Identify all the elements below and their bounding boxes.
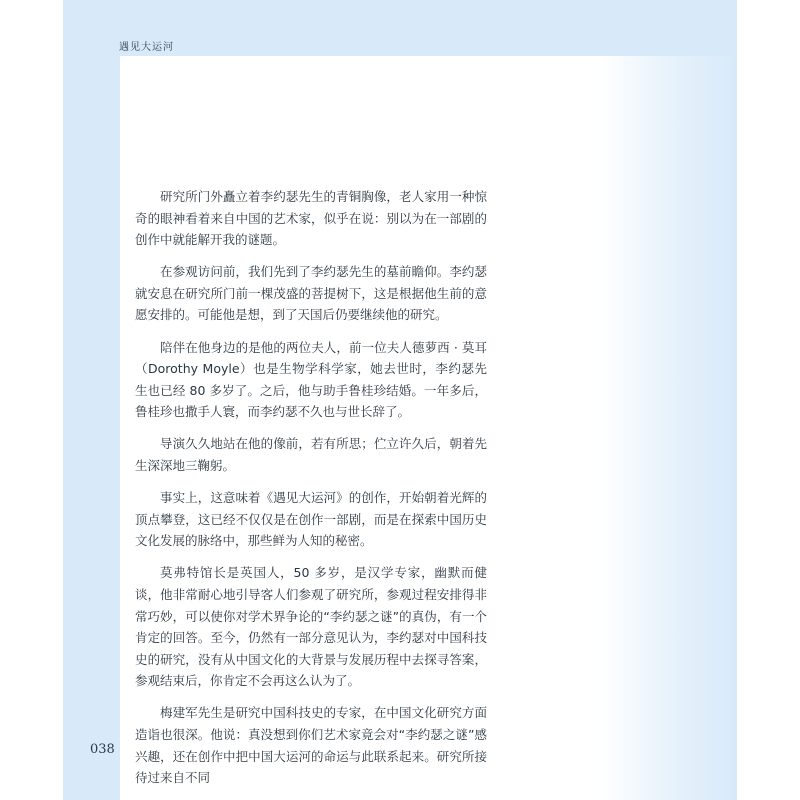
page-number: 038	[90, 742, 115, 757]
running-header-title: 遇见大运河	[119, 42, 174, 53]
paragraph: 梅建军先生是研究中国科技史的专家，在中国文化研究方面造诣也很深。他说：真没想到你们艺术家竟会对“李约瑟之谜”感兴趣，还在创作中把中国大运河的命运与此联系起来。研究所接待过来自不同	[135, 705, 487, 786]
page-frame-right-gradient	[600, 56, 737, 800]
paragraph: 莫弗特馆长是英国人，50 多岁，是汉学专家，幽默而健谈，他非常耐心地引导客人们参观了研究所，参观过程安排得非常巧妙，可以使你对学术界争论的“李约瑟之谜”的真伪，有一个肯定的回答。至今，仍然有一部分意见认为，李约瑟对中国科技史的研究，没有从中国文化的大背景与发展历程中去探寻答案，参观结束后，你肯定不会再这么认为了。	[135, 565, 487, 689]
paragraph: 研究所门外矗立着李约瑟先生的青铜胸像，老人家用一种惊奇的眼神看着来自中国的艺术家，似乎在说：别以为在一部剧的创作中就能解开我的谜题。	[135, 189, 487, 248]
page-frame-left	[63, 0, 120, 800]
paragraph: 在参观访问前，我们先到了李约瑟先生的墓前瞻仰。李约瑟就安息在研究所门前一棵茂盛的菩提树下，这是根据他生前的意愿安排的。可能他是想，到了天国后仍要继续他的研究。	[135, 264, 487, 323]
body-text	[135, 186, 487, 799]
paragraph: 导演久久地站在他的像前，若有所思；伫立许久后，朝着先生深深地三鞠躬。	[135, 436, 487, 474]
paragraph: 事实上，这意味着《遇见大运河》的创作，开始朝着光辉的顶点攀登，这已经不仅仅是在创作一部剧，而是在探索中国历史文化发展的脉络中，那些鲜为人知的秘密。	[135, 490, 487, 549]
paragraph: 陪伴在他身边的是他的两位夫人，前一位夫人德萝西 · 莫耳（Dorothy Moyle）也是生物学科学家，她去世时，李约瑟先生也已经 80 多岁了。之后，他与助手鲁桂珍结婚。一年多后，鲁桂珍也撒手人寰，而李约瑟不久也与世长辞了。	[135, 339, 487, 420]
